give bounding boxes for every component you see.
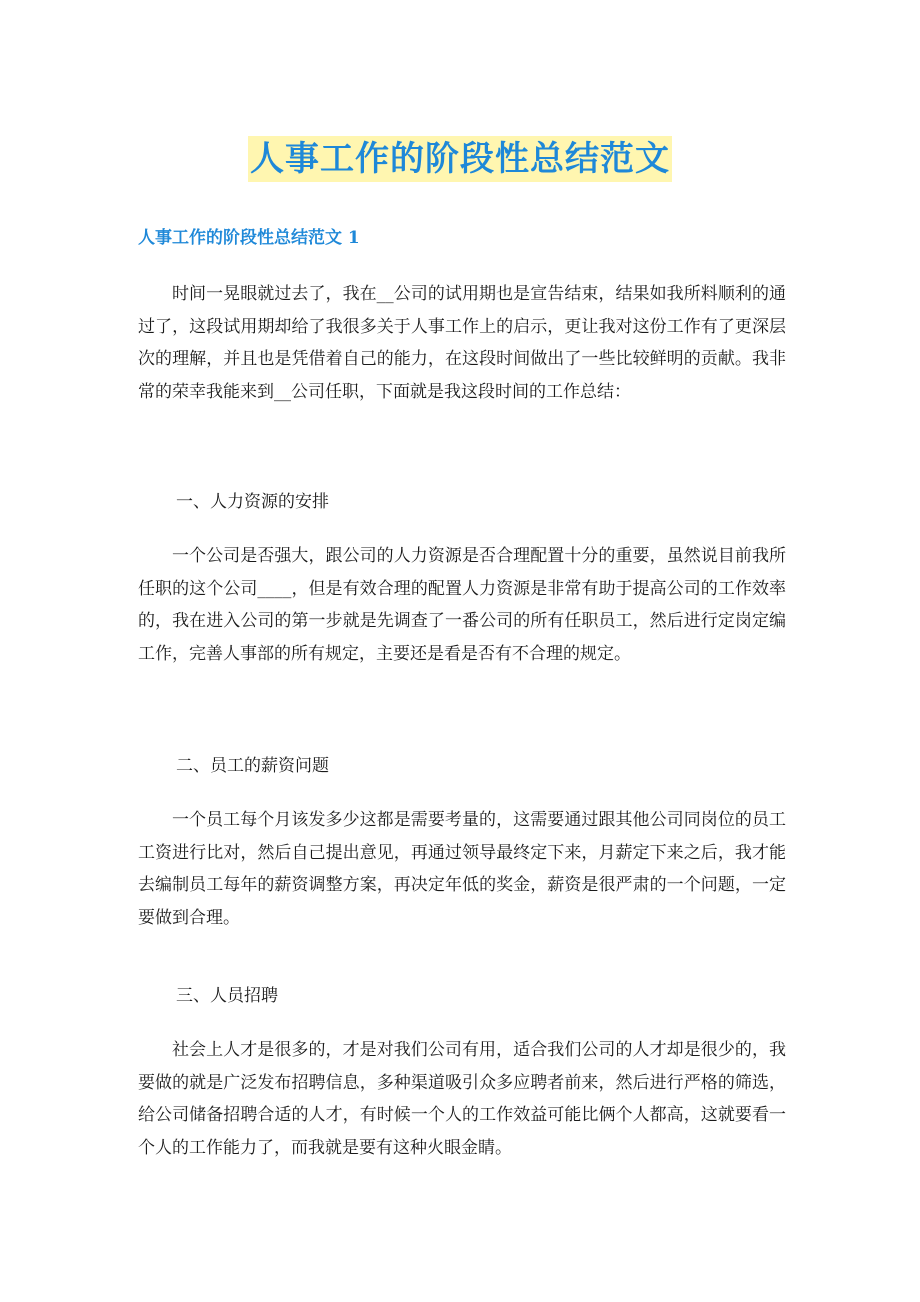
heading-hr-arrangement: 一、人力资源的安排 (176, 492, 329, 512)
heading-salary: 二、员工的薪资问题 (176, 756, 329, 776)
paragraph-hr-arrangement: 一个公司是否强大，跟公司的人力资源是否合理配置十分的重要，虽然说目前我所任职的这个公司____，但是有效合理的配置人力资源是非常有助于提高公司的工作效率的，我在进入公司的第一步就是先调查了一番公司的所有任职员工，然后进行定岗定编工作，完善人事部的所有规定，主要还是看是否有不合理的规定。 (138, 546, 786, 664)
paragraph-intro: 时间一晃眼就过去了，我在__公司的试用期也是宣告结束，结果如我所料顺利的通过了，这段试用期却给了我很多关于人事工作上的启示，更让我对这份工作有了更深层次的理解，并且也是凭借着自己的能力，在这段时间做出了一些比较鲜明的贡献。我非常的荣幸我能来到__公司任职，下面就是我这段时间的工作总结： (138, 284, 786, 402)
document-title: 人事工作的阶段性总结范文 (248, 136, 672, 182)
heading-recruitment: 三、人员招聘 (176, 986, 278, 1006)
title-container (0, 136, 920, 182)
paragraph-salary: 一个员工每个月该发多少这都是需要考量的，这需要通过跟其他公司同岗位的员工工资进行比对，然后自己提出意见，再通过领导最终定下来，月薪定下来之后，我才能去编制员工每年的薪资调整方案，再决定年低的奖金，薪资是很严肃的一个问题，一定要做到合理。 (138, 810, 786, 928)
section-subtitle: 人事工作的阶段性总结范文 1 (138, 228, 360, 248)
paragraph-recruitment: 社会上人才是很多的，才是对我们公司有用，适合我们公司的人才却是很少的，我要做的就是广泛发布招聘信息，多种渠道吸引众多应聘者前来，然后进行严格的筛选，给公司储备招聘合适的人才，有时候一个人的工作效益可能比俩个人都高，这就要看一个人的工作能力了，而我就是要有这种火眼金睛。 (138, 1040, 786, 1158)
